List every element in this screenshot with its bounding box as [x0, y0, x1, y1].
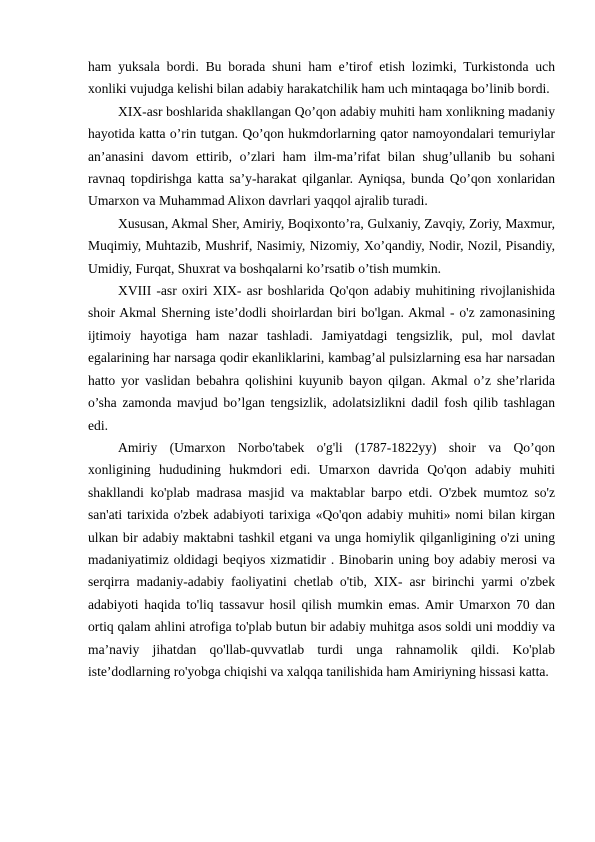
- paragraph-qoqon-literary-milieu: XIX-asr boshlarida shakllangan Qo’qon adabiy muhiti ham xonlikning madaniy hayotida katta o’rin tutgan. Qo’qon hukmdorlarning qator namoyondalari temuriylar an’anasini davom ettirib, o’zlari ham ilm-ma’rifat bilan shug’ullanib bu sohani ravnaq topdirishga katta sa’y-harakat qilganlar. Ayniqsa, bunda Qo’qon xonlaridan Umarxon va Muhammad Alixon davrlari yaqqol ajralib turadi.: [88, 103, 555, 209]
- paragraph-akmal-sher: XVIII -asr oxiri XIX- asr boshlarida Qo'qon adabiy muhitining rivojlanishida shoir Akmal Sherning iste’dodli shoirlardan biri bo'lgan. Akmal - o'z zamonasining ijtimoiy hayotiga ham nazar tashladi. Jamiyatdagi tengsizlik, pul, mol davlat egalarining har narsaga qodir ekanliklarini, kambag’al pulsizlarning esa har narsadan hatto yor vaslidan bebahra qolishini kuyunib bayon qilgan. Akmal o’z she’rlarida o’sha zamonda mavjud bo’lgan tengsizlik, adolatsizlikni dadil fosh qilib tashlagan edi.: [88, 283, 555, 433]
- paragraph-poets-list: Xususan, Akmal Sher, Amiriy, Boqixonto’ra, Gulxaniy, Zavqiy, Zoriy, Maxmur, Muqimiy, Muhtazib, Mushrif, Nasimiy, Nizomiy, Xo’qandiy, Nodir, Nozil, Pisandiy, Umidiy, Furqat, Shuxrat va boshqalarni ko’rsatib o’tish mumkin.: [88, 215, 555, 276]
- document-page: [88, 56, 555, 683]
- paragraph-intro: ham yuksala bordi. Bu borada shuni ham e’tirof etish lozimki, Turkistonda uch xonliki vujudga kelishi bilan adabiy harakatchilik ham uch mintaqaga bo’linib bordi.: [88, 59, 555, 97]
- paragraph-amiriy: Amiriy (Umarxon Norbo'tabek o'g'li (1787-1822yy) shoir va Qo’qon xonligining hududining hukmdori edi. Umarxon davrida Qo'qon adabiy muhiti shakllandi ko'plab madrasa masjid va maktablar barpo etdi. O'zbek mumtoz so'z san'ati tarixida o'zbek adabiyoti tarixiga «Qo'qon adabiy muhiti» nomi bilan kirgan ulkan bir adabiy maktabni tashkil etgani va unga homiylik qilganligining o'zi uning madaniyatimiz oldidagi beqiyos xizmatidir . Binobarin uning boy adabiy merosi va serqirra madaniy-adabiy faoliyatini chetlab o'tib, XIX- asr birinchi yarmi o'zbek adabiyoti haqida to'liq tassavur hosil qilish mumkin emas. Amir Umarxon 70 dan ortiq qalam ahlini atrofiga to'plab butun bir adabiy muhitga asos soldi uni moddiy va ma’naviy jihatdan qo'llab-quvvatlab turdi unga rahnamolik qildi. Ko'plab iste’dodlarning ro'yobga chiqishi va xalqqa tanilishida ham Amiriyning hissasi katta.: [88, 439, 555, 679]
